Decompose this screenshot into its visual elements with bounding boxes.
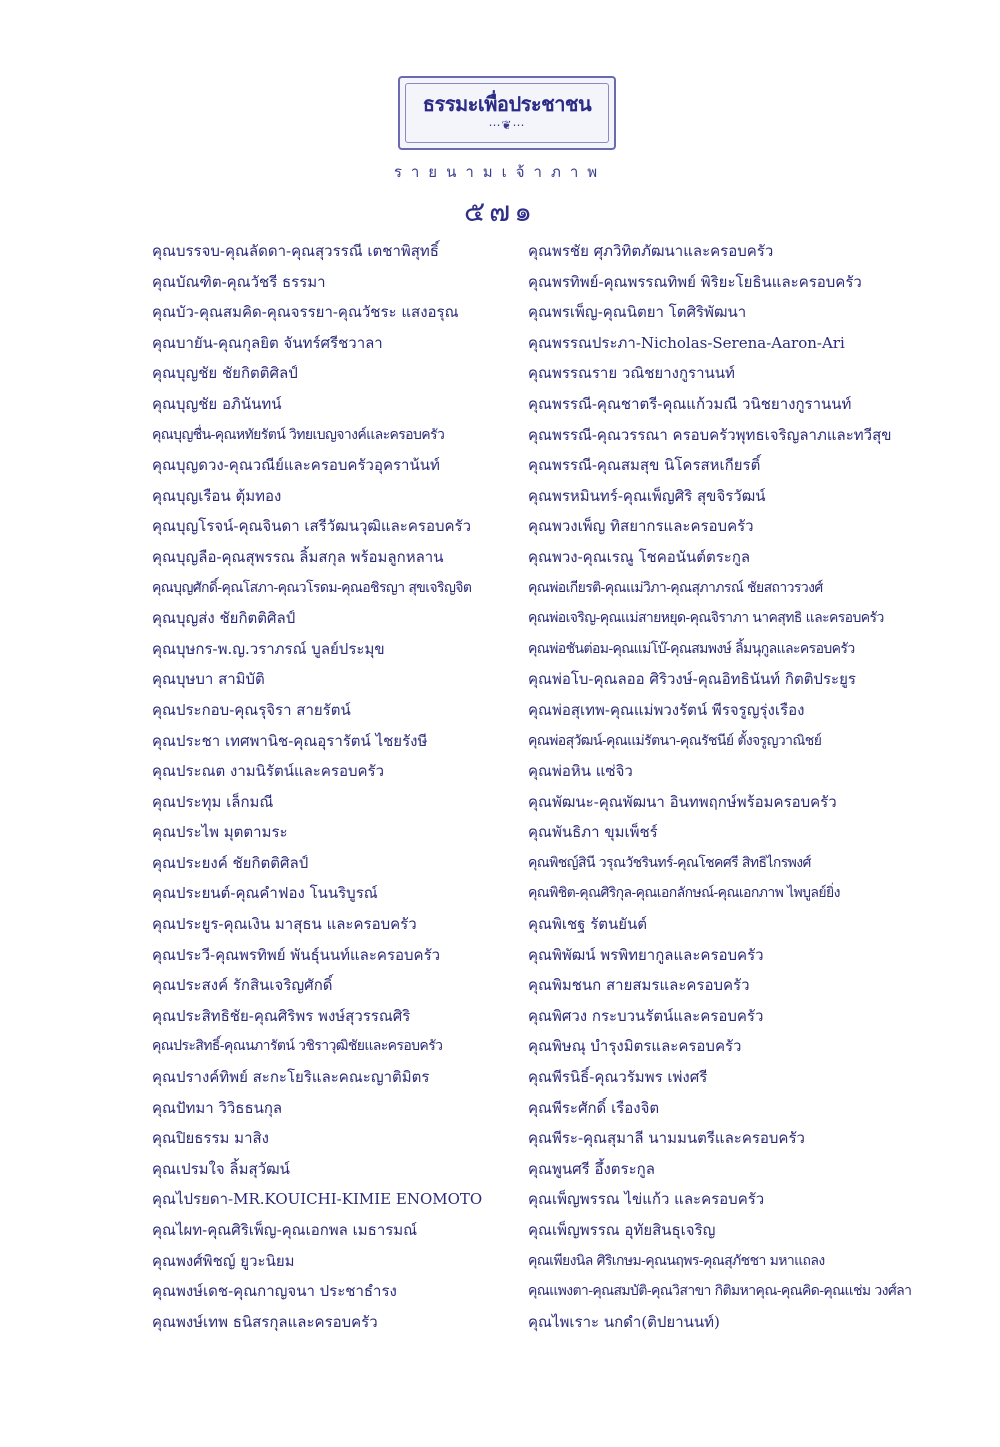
donor-name-item: คุณพรรณี-คุณชาตรี-คุณแก้วมณี วนิชยางกูรานนท์ <box>528 394 852 413</box>
donor-name-item: คุณบุญชื่น-คุณหทัยรัตน์ วิทยเบญจางค์และครอบครัว <box>152 426 445 443</box>
donor-name-item: คุณบุญชัย อภินันทน์ <box>152 394 282 413</box>
donor-name-item: คุณบุษบา สามิบัติ <box>152 670 265 689</box>
donor-name-item: คุณพิมชนก สายสมรและครอบครัว <box>528 976 750 995</box>
donor-name-item: คุณพรรณี-คุณวรรณา ครอบครัวพุทธเจริญลาภและทวีสุข <box>528 425 892 444</box>
donor-list-left <box>152 236 522 1337</box>
logo <box>398 76 616 150</box>
donor-name-item: คุณประสิทธิชัย-คุณศิริพร พงษ์สุวรรณศิริ <box>152 1006 411 1025</box>
donor-name-item: คุณพงศ์พิชญ์ ยูวะนิยม <box>152 1251 295 1270</box>
donor-name-item: คุณพ่อสุวัฒน์-คุณแม่รัตนา-คุณรัชนีย์ ตั้งจรูญวาณิชย์ <box>528 732 822 749</box>
donor-name-item: คุณพ่อโบ-คุณลออ ศิริวงษ์-คุณอิทธินันท์ กิตติประยูร <box>528 670 856 689</box>
logo-ornament: ⋯❦⋯ <box>488 118 526 132</box>
donor-name-item: คุณประไพ มุตตามระ <box>152 823 288 842</box>
donor-name-item: คุณบุญชัย ชัยกิตติศิลป์ <box>152 364 298 383</box>
donor-name-item: คุณพ่อชันต่อม-คุณแม่โบ๊-คุณสมพงษ์ ลิ้มนุกูลและครอบครัว <box>528 640 855 657</box>
donor-name-item: คุณเพ็ญพรรณ ไข่แก้ว และครอบครัว <box>528 1190 765 1209</box>
donor-name-item: คุณประยนต์-คุณคำฟอง โนนริบูรณ์ <box>152 884 378 903</box>
donor-name-item: คุณพิษณุ บำรุงมิตรและครอบครัว <box>528 1037 742 1056</box>
donor-name-item: คุณบุษกร-พ.ญ.วราภรณ์ บูลย์ประมุข <box>152 639 385 658</box>
donor-name-item: คุณพ่อเกียรติ-คุณแม่วิภา-คุณสุภาภรณ์ ชัยสถาวรวงศ์ <box>528 579 823 596</box>
donor-name-item: คุณพรชัย ศุภวิทิตภัฒนาและครอบครัว <box>528 242 774 260</box>
donor-name-item: คุณไพเราะ นกดำ(ติปยานนท์) <box>528 1312 720 1331</box>
donor-name-item: คุณพิเชฐ รัตนยันต์ <box>528 915 648 934</box>
page-number: ๕๗๑ <box>463 195 537 228</box>
donor-name-item: คุณพิชิต-คุณศิริกุล-คุณเอกลักษณ์-คุณเอกภาพ ไพบูลย์ยิ่ง <box>528 885 840 902</box>
page-heading: รายนามเจ้าภาพ <box>393 163 607 181</box>
donor-name-item: คุณบุญโรจน์-คุณจินดา เสรีวัฒนวุฒิและครอบครัว <box>152 517 471 536</box>
donor-name-item: คุณประทุม เล็กมณี <box>152 792 274 811</box>
donor-name-item: คุณเปรมใจ ลิ้มสุวัฒน์ <box>152 1159 290 1178</box>
donor-name-item: คุณประณต งามนิรัตน์และครอบครัว <box>152 762 385 781</box>
donor-name-item: คุณเพ็ญพรรณ อุทัยสินธุเจริญ <box>528 1221 716 1239</box>
donor-list-right <box>528 236 968 1337</box>
donor-name-item: คุณปิยธรรม มาสิง <box>152 1129 269 1148</box>
donor-name-item: คุณเพียงนิล ศิริเกษม-คุณนฤพร-คุณสุภัชชา มหาแถลง <box>528 1252 825 1269</box>
donor-name-item: คุณพูนศรี อึ้งตระกูล <box>528 1159 655 1178</box>
donor-name-item: คุณพรทิพย์-คุณพรรณทิพย์ พิริยะโยธินและครอบครัว <box>528 272 862 291</box>
donor-name-item: คุณประวี-คุณพรทิพย์ พันธุ์นนท์และครอบครัว <box>152 945 441 964</box>
donor-name-item: คุณพรเพ็ญ-คุณนิตยา โตศิริพัฒนา <box>528 303 747 322</box>
donor-name-item: คุณบุญศักดิ์-คุณโสภา-คุณวโรดม-คุณอชิรญา สุขเจริญจิต <box>152 579 472 596</box>
donor-name-item: คุณพรรณี-คุณสมสุข นิโครสหเกียรติ์ <box>528 456 761 475</box>
donor-name-item: คุณพ่อเจริญ-คุณแม่สายหยุด-คุณจิราภา นาคสุทธิ และครอบครัว <box>528 610 884 627</box>
donor-name-item: คุณพิพัฒน์ พรพิทยากูลและครอบครัว <box>528 945 764 964</box>
donor-name-item: คุณพงษ์เทพ ธนิสรกุลและครอบครัว <box>152 1312 378 1331</box>
donor-name-item: คุณประสิทธิ์-คุณนภารัตน์ วชิราวุฒิชัยและครอบครัว <box>152 1038 443 1055</box>
donor-name-item: คุณพ่อหิน แซ่จิว <box>528 762 633 781</box>
donor-name-item: คุณประยูร-คุณเงิน มาสุธน และครอบครัว <box>152 915 417 934</box>
donor-name-item: คุณบัณฑิต-คุณวัชรี ธรรมา <box>152 272 326 291</box>
donor-name-item: คุณบรรจบ-คุณลัดดา-คุณสุวรรณี เตชาพิสุทธิ์ <box>152 242 439 260</box>
donor-name-item: คุณพวง-คุณเรณู โชคอนันต์ตระกูล <box>528 547 751 566</box>
donor-name-item: คุณบุญเรือน ตุ้มทอง <box>152 486 282 505</box>
donor-name-item: คุณพิชญ์สินี วรุณวัชรินทร์-คุณโชคศรี สิทธิไกรพงศ์ <box>528 854 811 871</box>
donor-name-item: คุณไปรยดา-MR.KOUICHI-KIMIE ENOMOTO <box>152 1190 483 1209</box>
donor-name-item: คุณบุญดวง-คุณวณีย์และครอบครัวอุคราน้นท์ <box>152 456 440 475</box>
donor-name-item: คุณพีระ-คุณสุมาลี นามมนตรีและครอบครัว <box>528 1129 805 1148</box>
donor-name-item: คุณพีระศักดิ์ เรืองจิต <box>528 1098 660 1117</box>
donor-name-item: คุณบัว-คุณสมคิด-คุณจรรยา-คุณวัชระ แสงอรุณ <box>152 303 459 322</box>
donor-name-item: คุณพรหมินทร์-คุณเพ็ญศิริ สุขจิรวัฒน์ <box>528 486 766 505</box>
donor-name-item: คุณประชา เทศพานิช-คุณอุรารัตน์ ไชยรังษี <box>152 731 428 750</box>
donor-name-item: คุณประสงค์ รักสินเจริญศักดิ์ <box>152 976 333 995</box>
donor-name-item: คุณพรรณประภา-Nicholas-Serena-Aaron-Ari <box>528 333 845 352</box>
donor-name-item: คุณพ่อสุเทพ-คุณแม่พวงรัตน์ พีรจรูญรุ่งเรือง <box>528 700 805 719</box>
donor-name-item: คุณพวงเพ็ญ ทิสยากรและครอบครัว <box>528 517 754 536</box>
donor-name-item: คุณประยงค์ ชัยกิตติศิลป์ <box>152 853 309 872</box>
donor-name-item: คุณบุญส่ง ชัยกิตติศิลป์ <box>152 609 296 628</box>
donor-name-item: คุณพรรณราย วณิชยางกูรานนท์ <box>528 364 735 383</box>
donor-name-item: คุณปัทมา วิวิธธนกุล <box>152 1098 283 1117</box>
donor-name-item: คุณแพงตา-คุณสมบัติ-คุณวิสาขา กิติมหาคุณ-คุณคิด-คุณแช่ม วงศ์ลา <box>528 1283 912 1300</box>
donor-name-item: คุณไผท-คุณศิริเพ็ญ-คุณเอกพล เมธารมณ์ <box>152 1221 418 1239</box>
donor-name-item: คุณปรางค์ทิพย์ สะกะโยริและคณะญาติมิตร <box>152 1068 430 1087</box>
donor-name-item: คุณประกอบ-คุณรุจิรา สายรัตน์ <box>152 700 351 719</box>
logo-text: ธรรมะเพื่อประชาชน <box>422 92 592 116</box>
donor-name-item: คุณพันธิภา ขุมเพ็ชร์ <box>528 823 658 842</box>
donor-name-item: คุณพัฒนะ-คุณพัฒนา อินทพฤกษ์พร้อมครอบครัว <box>528 792 837 811</box>
donor-name-item: คุณพีรนิธิ์-คุณวรัมพร เพ่งศรี <box>528 1068 708 1087</box>
donor-name-item: คุณบุญลือ-คุณสุพรรณ ลิ้มสกุล พร้อมลูกหลาน <box>152 547 444 566</box>
donor-name-item: คุณพิศวง กระบวนรัตน์และครอบครัว <box>528 1006 764 1025</box>
donor-name-item: คุณบายัน-คุณกุลยิต จันทร์ศรีชวาลา <box>152 333 383 352</box>
donor-name-item: คุณพงษ์เดช-คุณกาญจนา ประชาธำรง <box>152 1282 397 1301</box>
